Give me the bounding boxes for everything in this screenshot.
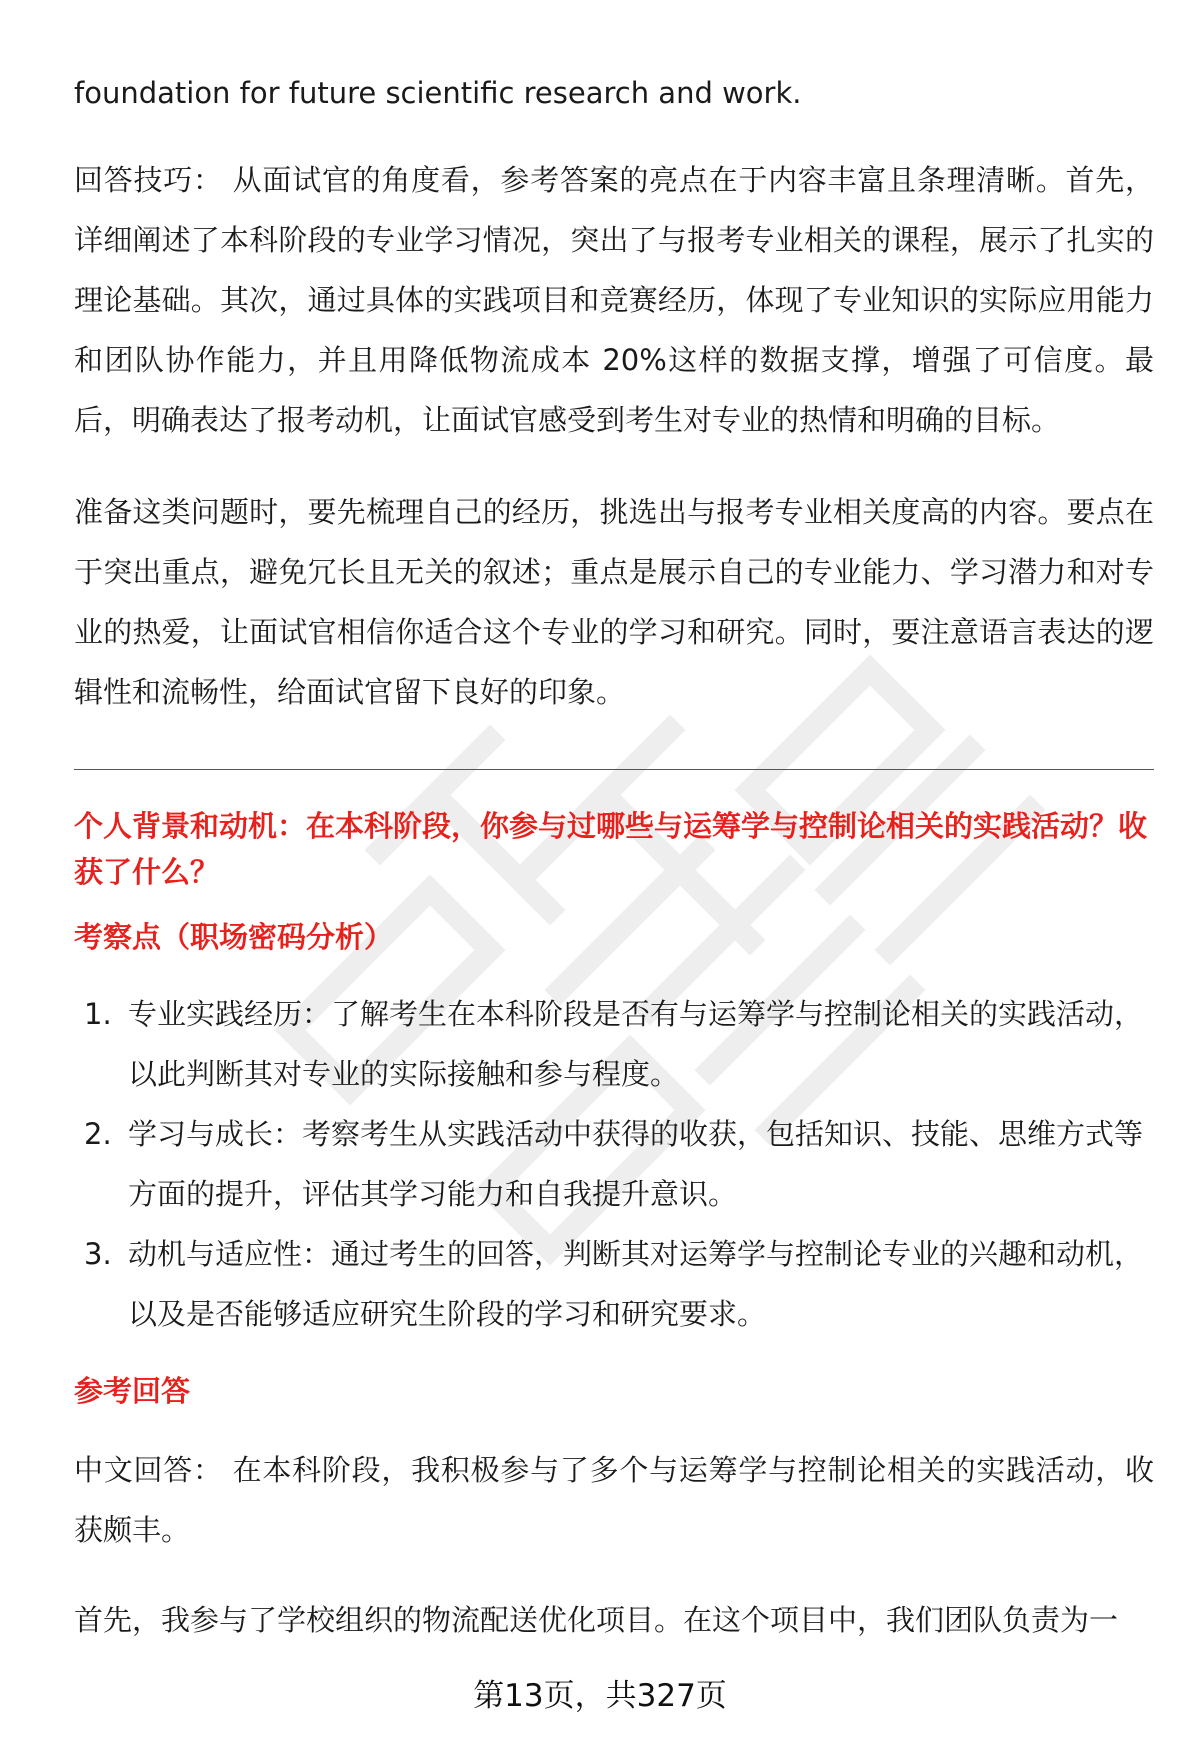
section-divider: [74, 769, 1154, 770]
list-item: [74, 984, 1154, 1104]
reference-answer-title: 参考回答: [74, 1374, 191, 1408]
tips-paragraph: 回答技巧： 从面试官的角度看，参考答案的亮点在于内容丰富且条理清晰。首先，详细阐述了本科阶段的专业学习情况，突出了与报考专业相关的课程，展示了扎实的理论基础。其次，通过具体的实践项目和竞赛经历，体现了专业知识的实际应用能力和团队协作能力，并且用降低物流成本 20%这样的数据支撑，增强了可信度。最后，明确表达了报考动机，让面试官感受到考生对专业的热情和明确的目标。: [74, 163, 1154, 437]
page-number-footer: 第13页，共327页: [473, 1678, 727, 1714]
answer-paragraph: 中文回答： 在本科阶段，我积极参与了多个与运筹学与控制论相关的实践活动，收获颇丰。: [74, 1453, 1154, 1547]
answer-continuation: 首先，我参与了学校组织的物流配送优化项目。在这个项目中，我们团队负责为一: [74, 1603, 1119, 1637]
list-item-text: 学习与成长：考察考生从实践活动中获得的收获，包括知识、技能、思维方式等方面的提升，评估其学习能力和自我提升意识。: [128, 1117, 1144, 1211]
key-points-title: 考察点（职场密码分析）: [74, 920, 394, 954]
list-item-text: 动机与适应性：通过考生的回答，判断其对运筹学与控制论专业的兴趣和动机，以及是否能够适应研究生阶段的学习和研究要求。: [128, 1237, 1144, 1331]
list-item-number: 2.: [84, 1117, 112, 1151]
list-item-text: 专业实践经历：了解考生在本科阶段是否有与运筹学与控制论相关的实践活动，以此判断其对专业的实际接触和参与程度。: [128, 997, 1144, 1091]
preparation-paragraph: 准备这类问题时，要先梳理自己的经历，挑选出与报考专业相关度高的内容。要点在于突出重点，避免冗长且无关的叙述；重点是展示自己的专业能力、学习潜力和对专业的热爱，让面试官相信你适合这个专业的学习和研究。同时，要注意语言表达的逻辑性和流畅性，给面试官留下良好的印象。: [74, 495, 1154, 709]
intro-line: foundation for future scientific research and work.: [74, 76, 802, 110]
list-item: [74, 1104, 1154, 1224]
list-item-number: 3.: [84, 1237, 112, 1271]
list-item-number: 1.: [84, 997, 112, 1031]
question-title: 个人背景和动机：在本科阶段，你参与过哪些与运筹学与控制论相关的实践活动？收获了什么？: [74, 809, 1148, 889]
list-item: [74, 1224, 1154, 1344]
key-points-list: [74, 984, 1154, 1344]
